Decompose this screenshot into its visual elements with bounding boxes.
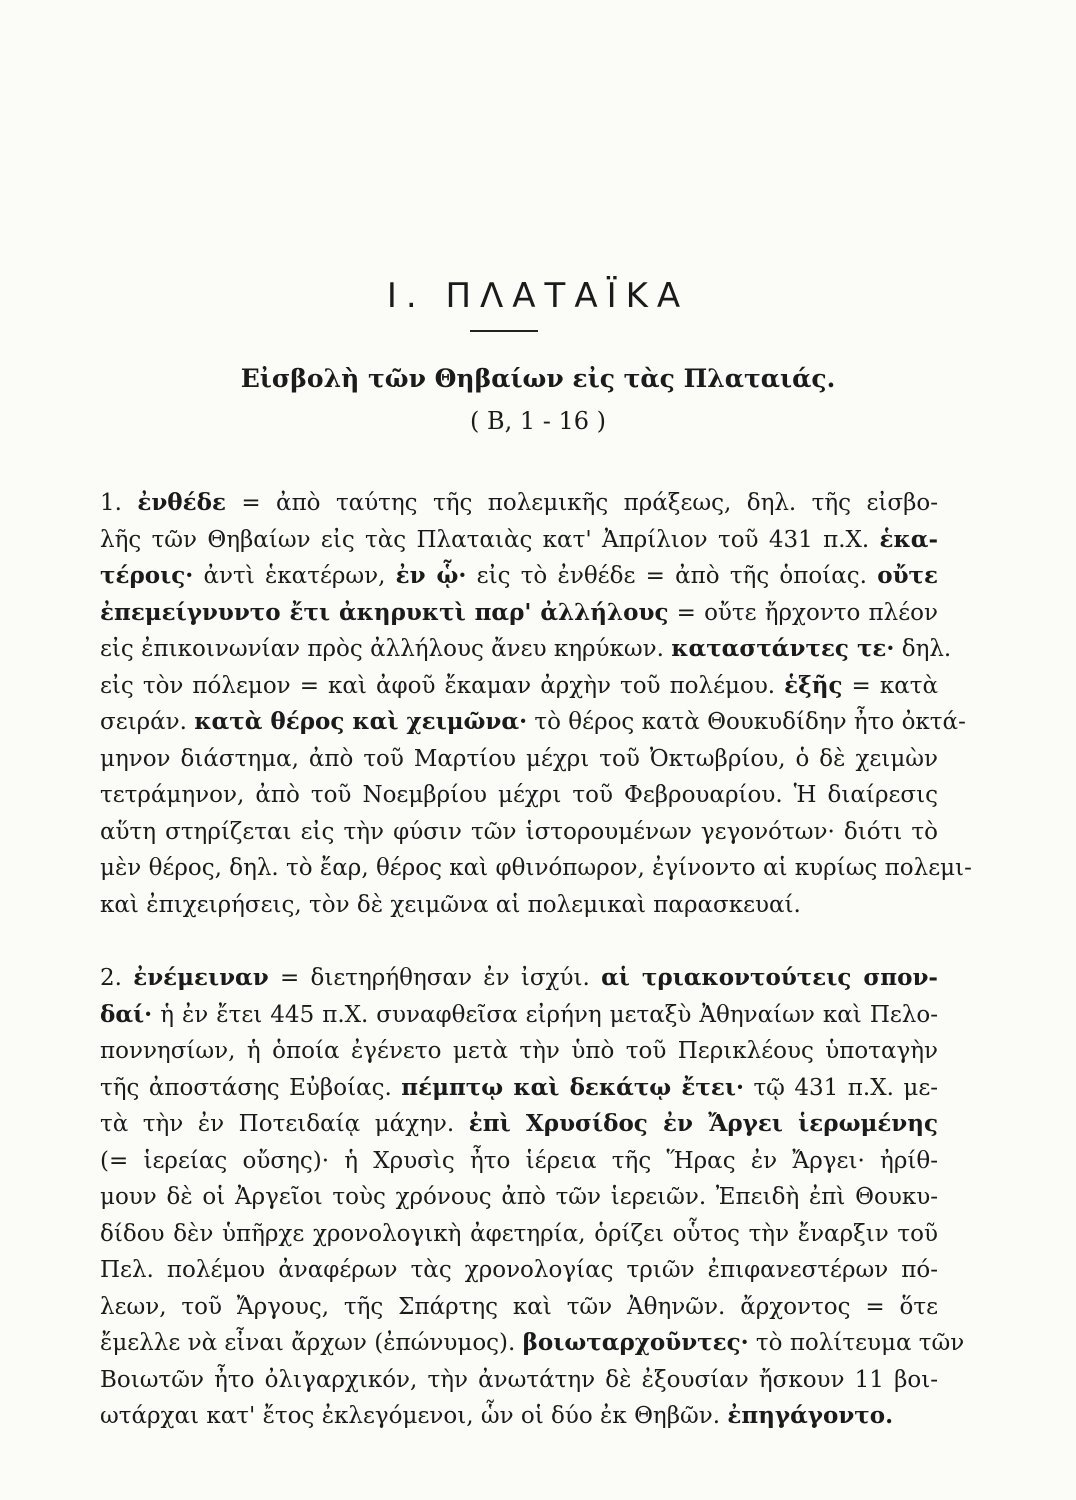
lemma-term: ἑκα- <box>879 525 938 553</box>
lemma-term: πέμπτῳ καὶ δεκάτῳ ἔτει· <box>401 1073 744 1101</box>
gloss-text: Πελ. πολέμου ἀναφέρων τὰς χρονολογίας τριῶν ἐπιφανεστέρων πό- <box>100 1257 938 1283</box>
text-line <box>100 1325 965 1362</box>
commentary-paragraph-1 <box>100 485 972 923</box>
gloss-text: = κατὰ <box>842 672 938 699</box>
gloss-text: καὶ ἐπιχειρήσεις, τὸν δὲ χειμῶνα αἱ πολεμικαὶ παρασκευαί. <box>100 891 801 918</box>
gloss-text: = οὔτε ἤρχοντο πλέον <box>668 599 938 626</box>
text-line <box>100 595 938 632</box>
gloss-text: μουν δὲ οἱ Ἀργεῖοι τοὺς χρόνους ἀπὸ τῶν ἱερειῶν. Ἐπειδὴ ἐπὶ Θουκυ- <box>100 1184 938 1210</box>
lemma-term: οὔτε <box>877 562 938 589</box>
gloss-text: ἄρχοντος = ὅτε <box>740 1293 939 1320</box>
text-line <box>100 631 952 668</box>
text-line <box>100 1179 938 1216</box>
lemma-term: ἐν ᾧ· <box>395 562 467 589</box>
text-line <box>100 1106 938 1143</box>
lemma-term: ἐπεμείγνυντο ἔτι ἀκηρυκτὶ παρ' ἀλλήλους <box>100 598 669 626</box>
lemma-term: ἐνέμειναν <box>133 964 269 991</box>
section-subtitle: Εἰσβολὴ τῶν Θηβαίων εἰς τὰς Πλαταιάς. <box>240 364 836 393</box>
gloss-text: εἰς τὸν πόλεμον = καὶ ἀφοῦ ἔκαμαν ἀρχὴν τοῦ πολέμου. <box>100 672 785 699</box>
text-line <box>100 997 938 1034</box>
text-line <box>100 485 938 522</box>
gloss-text: 1. <box>100 490 138 516</box>
lemma-term: ἐπὶ Χρυσίδος ἐν Ἄργει ἱερωμένης <box>468 1110 938 1137</box>
text-line <box>100 1070 938 1107</box>
gloss-text: τὸ θέρος κατὰ Θουκυδίδην ἦτο ὀκτά- <box>527 709 966 735</box>
gloss-text: εἰς ἐπικοινωνίαν πρὸς ἀλλήλους ἄνευ κηρύκων. <box>100 636 672 662</box>
gloss-text: τῷ 431 π.Χ. με- <box>743 1074 939 1101</box>
text-line <box>100 741 938 778</box>
gloss-text: = ἀπὸ ταύτης τῆς πολεμικῆς πράξεως, δηλ. τῆς εἰσβο- <box>225 490 938 516</box>
lemma-term: δαί· <box>100 1000 153 1028</box>
lemma-term: ἐνθέδε <box>137 489 226 516</box>
gloss-text: Βοιωτῶν ἦτο ὀλιγαρχικόν, τὴν ἀνωτάτην δὲ ἐξουσίαν ἤσκουν 11 βοι- <box>100 1366 938 1393</box>
bleed-through-texture <box>60 62 1016 86</box>
lemma-term: καταστάντες τε· <box>671 635 895 662</box>
text-line <box>100 777 938 814</box>
text-line <box>100 887 938 924</box>
text-line <box>100 558 938 595</box>
gloss-text: λεων, τοῦ Ἄργους, τῆς Σπάρτης καὶ τῶν Ἀθηνῶν. <box>100 1293 741 1320</box>
chapter-title: I. ΠΛΑΤΑΪΚΑ <box>386 276 690 316</box>
gloss-text: εἰς τὸ ἐνθέδε = ἀπὸ τῆς ὁποίας. <box>466 563 878 589</box>
gloss-text: ἔμελλε νὰ εἶναι ἄρχων (ἐπώνυμος). <box>100 1330 523 1356</box>
gloss-text: ἡ ἐν ἔτει 445 π.Χ. συναφθεῖσα εἰρήνη μεταξὺ Ἀθηναίων καὶ Πελο- <box>152 1001 938 1028</box>
text-line <box>100 704 966 741</box>
gloss-text: = διετηρήθησαν ἐν ἰσχύι. <box>268 965 602 991</box>
lemma-term: ἐπηγάγοντο. <box>727 1402 894 1429</box>
book-reference: ( B, 1 - 16 ) <box>469 407 607 435</box>
text-line <box>100 1289 938 1326</box>
gloss-text: μὲν θέρος, δηλ. τὸ ἔαρ, θέρος καὶ φθινόπωρον, ἐγίνοντο αἱ κυρίως πολεμι- <box>100 855 972 881</box>
gloss-text: μηνον διάστημα, ἀπὸ τοῦ Μαρτίου μέχρι τοῦ Ὀκτωβρίου, ὁ δὲ χειμὼν <box>100 745 938 772</box>
gloss-text: λῆς τῶν Θηβαίων εἰς τὰς Πλαταιὰς κατ' Ἀπρίλιον τοῦ 431 π.Χ. <box>100 526 880 553</box>
lemma-term: ἑξῆς <box>784 671 843 699</box>
lemma-term: βοιωταρχοῦντες· <box>522 1329 749 1356</box>
gloss-text: ωτάρχαι κατ' ἔτος ἐκλεγόμενοι, ὧν οἱ δύο ἐκ Θηβῶν. <box>100 1403 728 1429</box>
gloss-text: (= ἱερείας οὔσης)· ἡ Χρυσὶς ἦτο ἱέρεια τῆς Ἥρας ἐν Ἄργει· ἠρίθ- <box>100 1147 938 1174</box>
text-line <box>100 1362 938 1399</box>
lemma-term: αἱ τριακοντούτεις σπον- <box>601 964 938 991</box>
gloss-text: τὰ τὴν ἐν Ποτειδαίᾳ μάχην. <box>100 1111 469 1137</box>
text-line <box>100 522 938 559</box>
lemma-term: κατὰ θέρος καὶ χειμῶνα· <box>194 708 528 735</box>
gloss-text: δίδου δὲν ὑπῆρχε χρονολογικὴ ἀφετηρία, ὁρίζει οὗτος τὴν ἔναρξιν τοῦ <box>100 1220 938 1247</box>
text-line <box>100 1216 938 1253</box>
gloss-text: σειράν. <box>100 709 195 735</box>
text-line <box>100 1252 938 1289</box>
gloss-text: ποννησίων, ἡ ὁποία ἐγένετο μετὰ τὴν ὑπὸ τοῦ Περικλέους ὑποταγὴν <box>100 1038 938 1064</box>
text-line <box>100 850 972 887</box>
lemma-term: τέροις· <box>100 562 194 589</box>
gloss-text: τετράμηνον, ἀπὸ τοῦ Νοεμβρίου μέχρι τοῦ Φεβρουαρίου. Ἡ διαίρεσις <box>100 782 938 808</box>
text-line <box>100 1398 938 1435</box>
text-line <box>100 814 938 851</box>
text-line <box>100 960 938 997</box>
gloss-text: τὸ πολίτευμα τῶν <box>748 1330 965 1356</box>
gloss-text: δηλ. <box>894 636 952 662</box>
commentary-paragraph-2 <box>100 960 965 1435</box>
gloss-text: 2. <box>100 965 134 991</box>
text-line <box>100 1143 938 1180</box>
gloss-text: αὕτη στηρίζεται εἰς τὴν φύσιν τῶν ἱστορουμένων γεγονότων· διότι τὸ <box>100 818 938 845</box>
gloss-text: ἀντὶ ἑκατέρων, <box>193 563 396 589</box>
text-line <box>100 668 938 705</box>
text-line <box>100 1033 938 1070</box>
title-divider <box>470 330 538 332</box>
gloss-text: τῆς ἀποστάσης Εὐβοίας. <box>100 1074 402 1101</box>
